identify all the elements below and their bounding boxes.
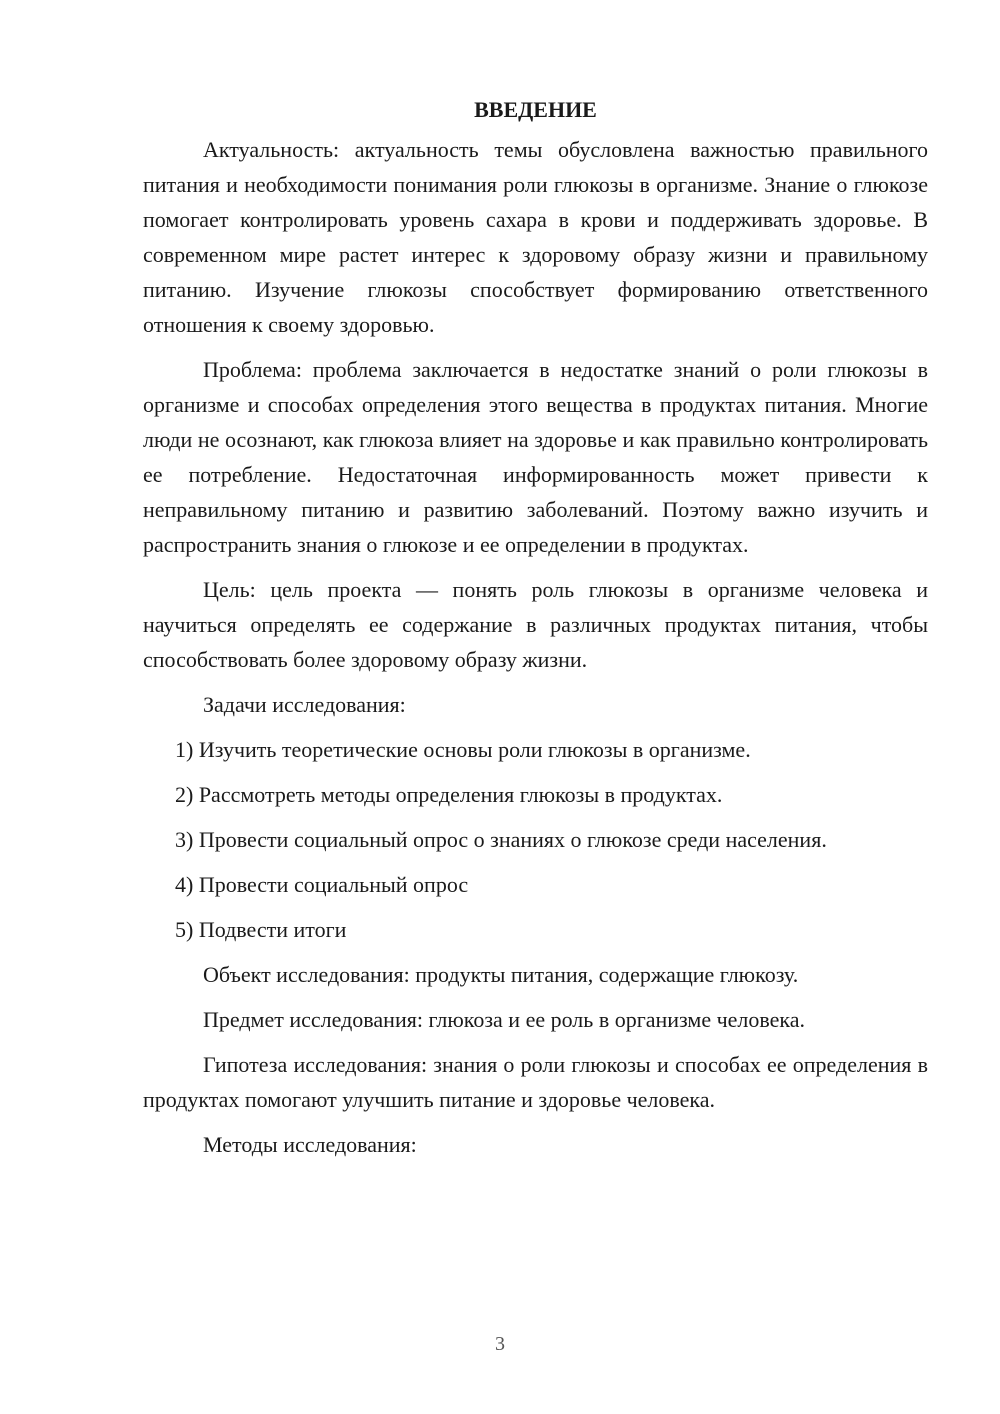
document-page [143,92,928,1172]
task-item: 2) Рассмотреть методы определения глюкозы в продуктах. [175,782,723,807]
relevance-paragraph: Актуальность: актуальность темы обусловлена важностью правильного питания и необходимости понимания роли глюкозы в организме. Знание о глюкозе помогает контролировать уровень сахара в крови и поддерживать здоровье. В современном мире растет интерес к здоровому образу жизни и правильному питанию. Изучение глюкозы способствует формированию ответственного отношения к своему здоровью. [143,137,928,337]
goal-paragraph: Цель: цель проекта — понять роль глюкозы в организме человека и научиться определять ее содержание в различных продуктах питания, чтобы способствовать более здоровому образу жизни. [143,577,928,672]
document-title: ВВЕДЕНИЕ [474,97,597,122]
problem-paragraph: Проблема: проблема заключается в недостатке знаний о роли глюкозы в организме и способах определения этого вещества в продуктах питания. Многие люди не осознают, как глюкоза влияет на здоровье и как правильно контролировать ее потребление. Недостаточная информированность может привести к неправильному питанию и развитию заболеваний. Поэтому важно изучить и распространить знания о глюкозе и ее определении в продуктах. [143,357,928,557]
methods-heading: Методы исследования: [203,1132,417,1157]
task-item: 4) Провести социальный опрос [175,872,469,897]
task-item: 5) Подвести итоги [175,917,347,942]
object-paragraph: Объект исследования: продукты питания, содержащие глюкозу. [203,962,799,987]
tasks-list [143,732,928,947]
hypothesis-paragraph: Гипотеза исследования: знания о роли глюкозы и способах ее определения в продуктах помогают улучшить питание и здоровье человека. [143,1052,928,1112]
task-item: 3) Провести социальный опрос о знаниях о глюкозе среди населения. [175,827,827,852]
tasks-heading: Задачи исследования: [203,692,406,717]
task-item: 1) Изучить теоретические основы роли глюкозы в организме. [175,737,751,762]
subject-paragraph: Предмет исследования: глюкоза и ее роль в организме человека. [203,1007,806,1032]
page-number: 3 [495,1333,505,1355]
